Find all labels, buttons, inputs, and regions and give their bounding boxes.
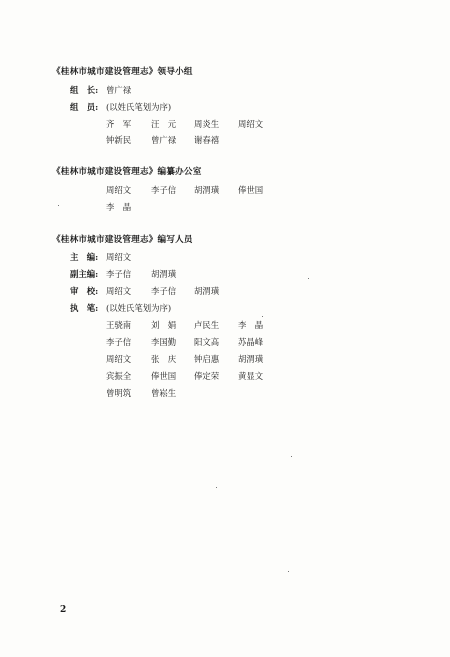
editor-label: 主 编: — [70, 252, 99, 262]
member-name: 汪 元 — [151, 119, 177, 129]
writer-name: 阳文高 — [194, 337, 220, 347]
members-note: (以姓氏笔划为序) — [106, 102, 172, 112]
members-label: 组 员: — [70, 102, 99, 112]
writer-name: 曾明筑 — [106, 388, 132, 398]
writers-note: (以姓氏笔划为序) — [106, 303, 172, 313]
member-name: 周炎生 — [194, 119, 220, 129]
reviewer-name: 李子信 — [151, 286, 177, 296]
writer-name: 俸定荣 — [194, 371, 220, 381]
scan-speck — [58, 205, 59, 206]
member-name: 谢春禧 — [194, 135, 220, 145]
member-name: 齐 军 — [106, 119, 132, 129]
writer-name: 曾崧生 — [151, 388, 177, 398]
office-member-name: 李 晶 — [106, 202, 132, 212]
scan-speck — [262, 316, 263, 317]
reviewer-name: 胡渭璜 — [194, 286, 220, 296]
writer-name: 胡渭璜 — [238, 354, 264, 364]
writer-name: 李子信 — [106, 337, 132, 347]
section-title-writers: 《桂林市城市建设管理志》编写人员 — [52, 235, 193, 245]
writer-name: 王骁南 — [106, 320, 132, 330]
office-member-name: 胡渭璜 — [194, 185, 220, 195]
writer-name: 李 晶 — [238, 320, 264, 330]
deputy-editor-name: 胡渭璜 — [151, 269, 177, 279]
member-name: 钟新民 — [106, 135, 132, 145]
scan-speck — [288, 571, 289, 572]
deputy-editor-label: 副主编: — [70, 269, 99, 279]
office-member-name: 周绍文 — [106, 185, 132, 195]
writer-name: 钟启惠 — [194, 354, 220, 364]
writer-name: 俸世国 — [151, 371, 177, 381]
reviewer-label: 审 校: — [70, 286, 99, 296]
editor-name: 周绍文 — [106, 252, 132, 262]
writer-name: 苏晶峰 — [238, 337, 264, 347]
scan-speck — [216, 487, 217, 488]
office-member-name: 李子信 — [151, 185, 177, 195]
leader-label: 组 长: — [70, 85, 99, 95]
writer-name: 卢民生 — [194, 320, 220, 330]
scan-speck — [308, 278, 309, 279]
writers-label: 执 笔: — [70, 303, 99, 313]
writer-name: 宾振全 — [106, 371, 132, 381]
section-title-leadership-group: 《桂林市城市建设管理志》领导小组 — [52, 67, 193, 77]
deputy-editor-name: 李子信 — [106, 269, 132, 279]
member-name: 周绍文 — [238, 119, 264, 129]
section-title-editorial-office: 《桂林市城市建设管理志》编纂办公室 — [52, 167, 202, 177]
office-member-name: 俸世国 — [238, 185, 264, 195]
writer-name: 李国勤 — [151, 337, 177, 347]
writer-name: 刘 娟 — [151, 320, 177, 330]
member-name: 曾广禄 — [151, 135, 177, 145]
reviewer-name: 周绍文 — [106, 286, 132, 296]
page-number: 2 — [60, 605, 67, 615]
leader-name: 曾广禄 — [106, 85, 132, 95]
scan-speck — [291, 456, 292, 457]
writer-name: 周绍文 — [106, 354, 132, 364]
writer-name: 黄显文 — [238, 371, 264, 381]
writer-name: 张 庆 — [151, 354, 177, 364]
